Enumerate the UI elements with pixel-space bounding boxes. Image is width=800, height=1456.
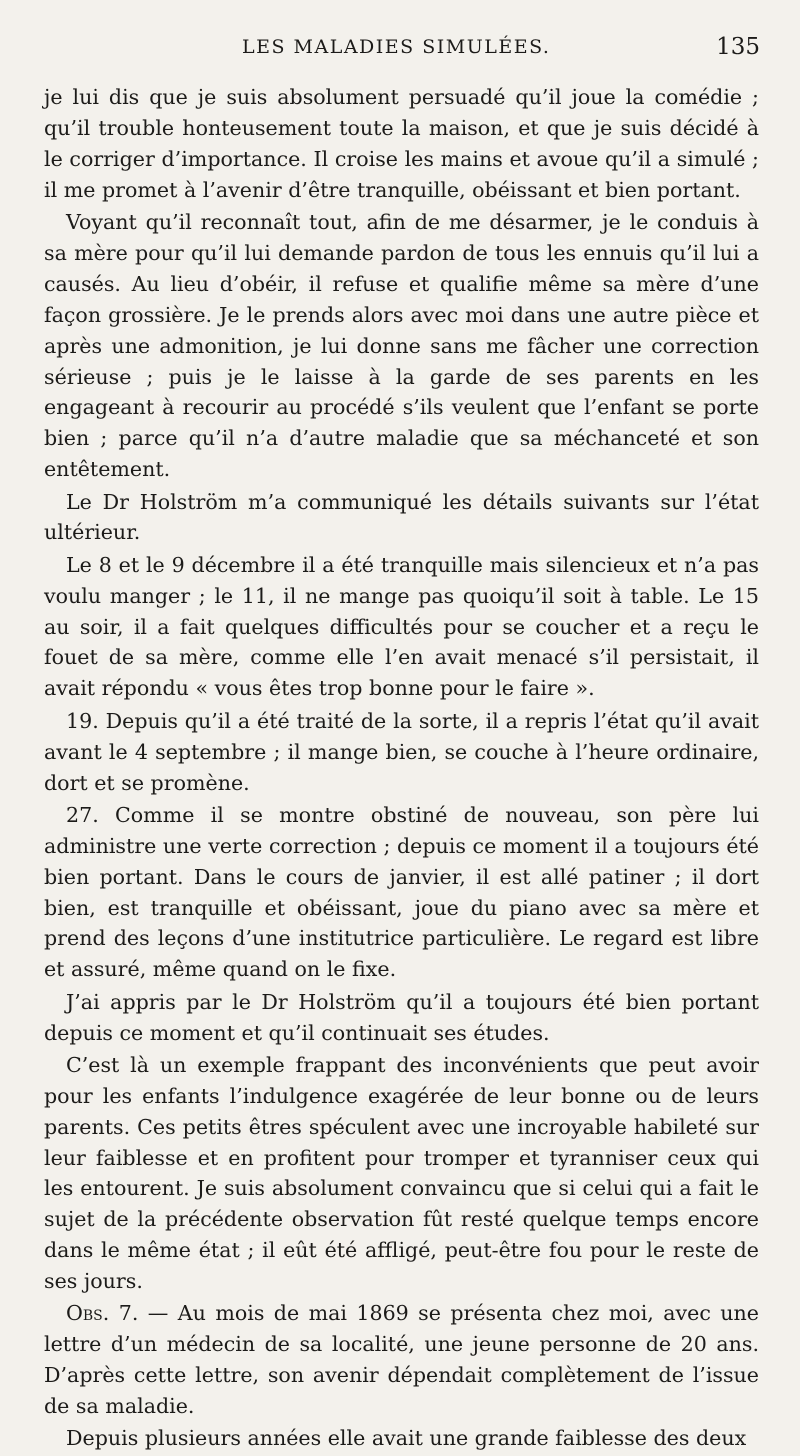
page-body	[44, 82, 759, 1456]
observation-paragraph: Obs. 7. — Au mois de mai 1869 se présenta chez moi, avec une lettre d’un médecin de sa localité, une jeune personne de 20 ans. D’après cette lettre, son avenir dépendait complètement de l’issue de sa maladie.	[44, 1301, 759, 1419]
paragraph: J’ai appris par le Dr Holström qu’il a toujours été bien portant depuis ce moment et qu’il continuait ses études.	[44, 989, 759, 1045]
running-title: LES MALADIES SIMULÉES.	[242, 36, 551, 58]
paragraph: Depuis plusieurs années elle avait une grande faiblesse des deux	[66, 1426, 747, 1451]
paragraph: 19. Depuis qu’il a été traité de la sorte, il a repris l’état qu’il avait avant le 4 septembre ; il mange bien, se couche à l’heure ordinaire, dort et se promène.	[44, 708, 759, 795]
paragraph-continued: je lui dis que je suis absolument persuadé qu’il joue la comédie ; qu’il trouble honteusement toute la maison, et que je suis décidé à le corriger d’importance. Il croise les mains et avoue qu’il a simulé ; il me promet à l’avenir d’être tranquille, obéissant et bien portant.	[44, 85, 759, 202]
page-number: 135	[716, 34, 760, 60]
paragraph: 27. Comme il se montre obstiné de nouveau, son père lui administre une verte correction ; depuis ce moment il a toujours été bien portant. Dans le cours de janvier, il est allé patiner ; il dort bien, est tranquille et obéissant, joue du piano avec sa mère et prend des leçons d’une institutrice particulière. Le regard est libre et assuré, même quand on le fixe.	[44, 802, 759, 982]
paragraph: Voyant qu’il reconnaît tout, afin de me désarmer, je le conduis à sa mère pour qu’il lui demande pardon de tous les ennuis qu’il lui a causés. Au lieu d’obéir, il refuse et qualifie même sa mère d’une façon grossière. Je le prends alors avec moi dans une autre pièce et après une admonition, je lui donne sans me fâcher une correction sérieuse ; puis je le laisse à la garde de ses parents en les engageant à recourir au procédé s’ils veulent que l’enfant se porte bien ; parce qu’il n’a d’autre maladie que sa méchanceté et son entêtement.	[44, 210, 759, 482]
observation-label: Obs. 7.	[66, 1301, 139, 1326]
page-header	[44, 34, 760, 70]
paragraph: C’est là un exemple frappant des inconvénients que peut avoir pour les enfants l’indulgence exagérée de leur bonne ou de leurs parents. Ces petits êtres spéculent avec une incroyable habileté sur leur faiblesse et en profitent pour tromper et tyranniser ceux qui les entourent. Je suis absolument convaincu que si celui qui a fait le sujet de la précédente observation fût resté quelque temps encore dans le même état ; il eût été affligé, peut-être fou pour le reste de ses jours.	[44, 1052, 759, 1294]
paragraph: Le Dr Holström m’a communiqué les détails suivants sur l’état ultérieur.	[44, 489, 759, 545]
paragraph: Le 8 et le 9 décembre il a été tranquille mais silencieux et n’a pas voulu manger ; le 11, il ne mange pas quoiqu’il soit à table. Le 15 au soir, il a fait quelques difficultés pour se coucher et a reçu le fouet de sa mère, comme elle l’en avait menacé s’il persistait, il avait répondu « vous êtes trop bonne pour le faire ».	[44, 552, 759, 701]
